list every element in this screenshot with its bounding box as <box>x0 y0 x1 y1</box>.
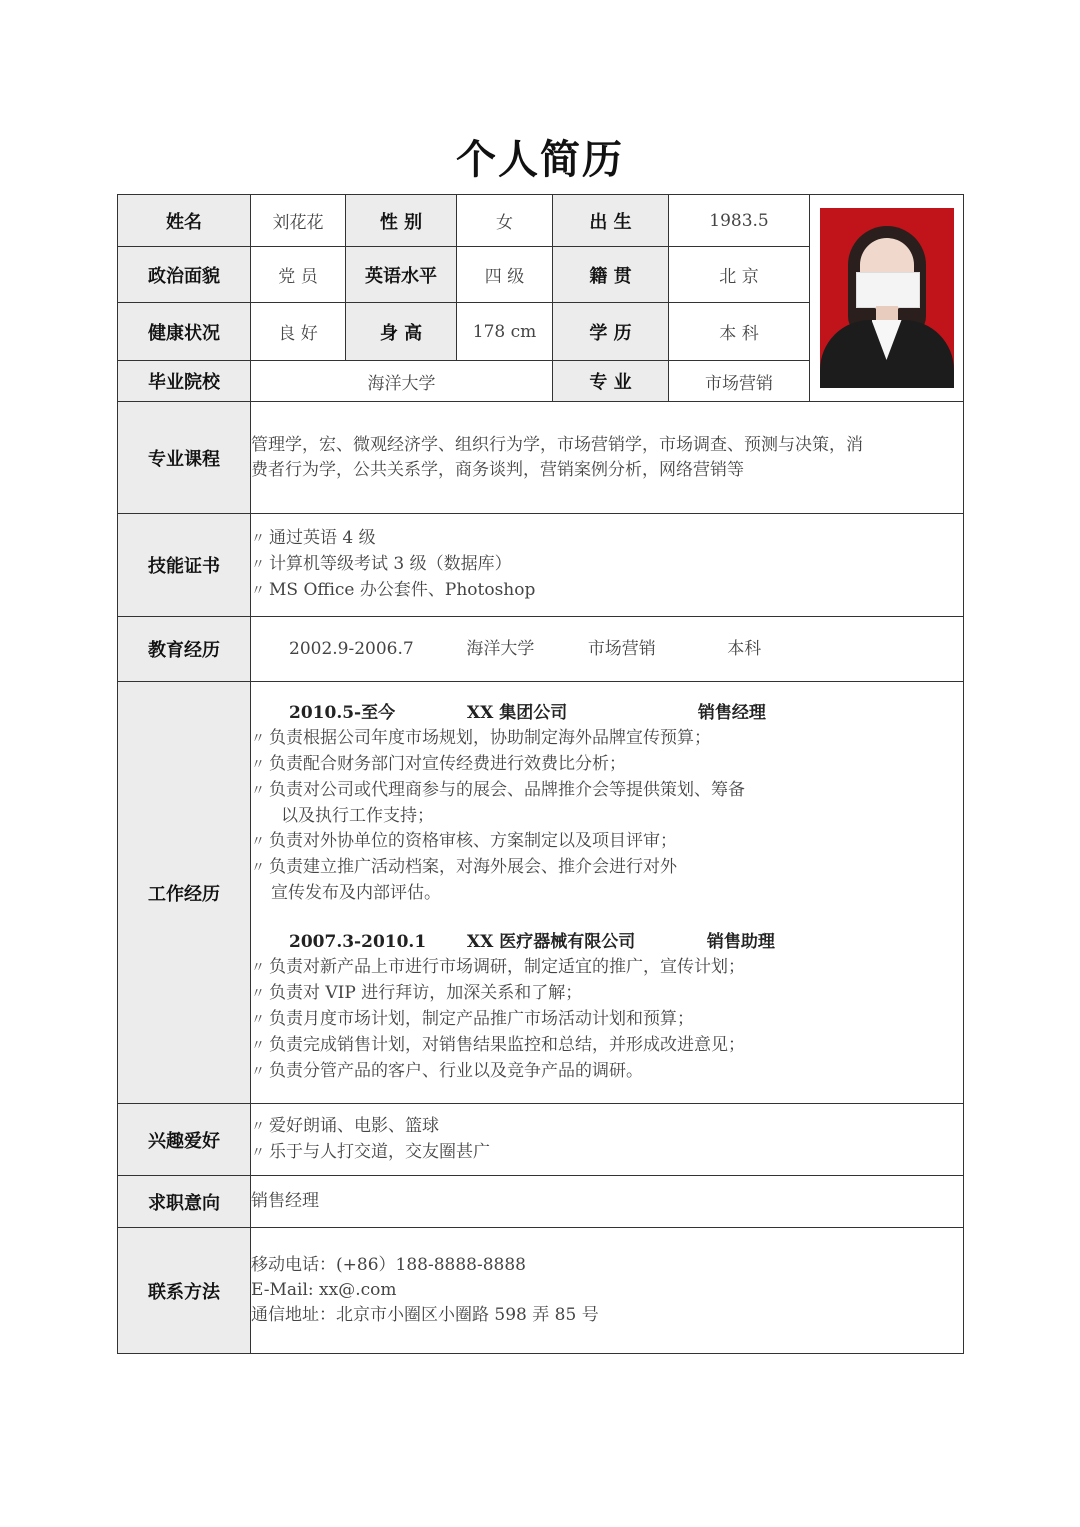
bullet-icon: 〃 <box>251 833 265 850</box>
bullet-icon: 〃 <box>251 730 265 747</box>
profile-photo <box>820 208 954 388</box>
english-label: 英语水平 <box>346 247 457 303</box>
courses-content <box>251 402 964 514</box>
courses-line-2: 费者行为学，公共关系学，商务谈判，营销案例分析，网络营销等 <box>251 459 744 480</box>
courses-line-1: 管理学，宏、微观经济学、组织行为学，市场营销学，市场调查、预测与决策，消 <box>251 434 863 455</box>
bullet-icon: 〃 <box>251 782 265 799</box>
job-line: 〃 负责建立推广活动档案，对海外展会、推介会进行对外 <box>251 856 677 877</box>
work-content <box>251 682 964 1104</box>
job-header: 2010.5-至今 XX 集团公司 销售经理 <box>289 702 766 723</box>
birth-label: 出 生 <box>553 195 669 247</box>
degree-value: 本 科 <box>669 303 810 361</box>
job-line: 〃 负责月度市场计划，制定产品推广市场活动计划和预算； <box>251 1008 694 1029</box>
gender-value: 女 <box>457 195 553 247</box>
major-label: 专 业 <box>553 361 669 402</box>
bullet-icon: 〃 <box>251 1011 265 1028</box>
work-label: 工作经历 <box>118 682 251 1104</box>
contact-content <box>251 1228 964 1354</box>
bullet-icon: 〃 <box>251 531 265 547</box>
job-line: 〃 负责对新产品上市进行市场调研，制定适宜的推广，宣传计划； <box>251 956 745 977</box>
hobby-item: 〃 乐于与人打交道，交友圈甚广 <box>251 1141 490 1162</box>
job-line: 宣传发布及内部评估。 <box>271 882 441 903</box>
skills-label: 技能证书 <box>118 514 251 617</box>
major-value: 市场营销 <box>669 361 810 402</box>
bullet-icon: 〃 <box>251 1063 265 1080</box>
job-line: 〃 负责对外协单位的资格审核、方案制定以及项目评审； <box>251 830 677 851</box>
bullet-icon: 〃 <box>251 583 265 599</box>
contact-address: 通信地址：北京市小圈区小圈路 598 弄 85 号 <box>251 1305 599 1325</box>
hobby-label: 兴趣爱好 <box>118 1104 251 1176</box>
courses-label: 专业课程 <box>118 402 251 514</box>
job-header: 2007.3-2010.1 XX 医疗器械有限公司 销售助理 <box>289 931 775 952</box>
health-value: 良 好 <box>251 303 346 361</box>
contact-label: 联系方法 <box>118 1228 251 1354</box>
height-value: 178 cm <box>457 303 553 361</box>
job-line: 〃 负责对公司或代理商参与的展会、品牌推介会等提供策划、筹备 <box>251 779 745 800</box>
birth-value: 1983.5 <box>669 195 810 247</box>
education-degree: 本科 <box>727 638 762 659</box>
bullet-icon: 〃 <box>251 859 265 876</box>
hobby-content <box>251 1104 964 1176</box>
skill-item: 〃 MS Office 办公套件、Photoshop <box>251 580 536 600</box>
education-major: 市场营销 <box>587 638 656 659</box>
resume-table <box>117 194 964 1354</box>
bullet-icon: 〃 <box>251 557 265 573</box>
bullet-icon: 〃 <box>251 1118 265 1135</box>
job-line: 〃 负责分管产品的客户、行业以及竞争产品的调研。 <box>251 1060 643 1081</box>
skill-item: 〃 计算机等级考试 3 级（数据库） <box>251 554 512 574</box>
page-title: 个人简历 <box>456 137 624 183</box>
education-content <box>251 617 964 682</box>
english-value: 四 级 <box>457 247 553 303</box>
bullet-icon: 〃 <box>251 1144 265 1161</box>
skills-content <box>251 514 964 617</box>
degree-label: 学 历 <box>553 303 669 361</box>
education-label: 教育经历 <box>118 617 251 682</box>
native-label: 籍 贯 <box>553 247 669 303</box>
education-period: 2002.9-2006.7 <box>289 638 414 659</box>
politics-label: 政治面貌 <box>118 247 251 303</box>
skill-item: 〃 通过英语 4 级 <box>251 528 376 548</box>
health-label: 健康状况 <box>118 303 251 361</box>
photo-cell <box>810 195 964 402</box>
school-value: 海洋大学 <box>251 361 553 402</box>
job-line: 〃 负责对 VIP 进行拜访，加深关系和了解； <box>251 982 583 1003</box>
hobby-item: 〃 爱好朗诵、电影、篮球 <box>251 1115 439 1136</box>
gender-label: 性 别 <box>346 195 457 247</box>
education-school: 海洋大学 <box>466 638 535 659</box>
bullet-icon: 〃 <box>251 756 265 773</box>
job-line: 〃 负责根据公司年度市场规划，协助制定海外品牌宣传预算； <box>251 727 711 748</box>
objective-label: 求职意向 <box>118 1176 251 1228</box>
politics-value: 党 员 <box>251 247 346 303</box>
name-value: 刘花花 <box>251 195 346 247</box>
contact-email: E-Mail: xx@.com <box>251 1280 397 1300</box>
job-line: 〃 负责完成销售计划，对销售结果监控和总结，并形成改进意见； <box>251 1034 745 1055</box>
job-line: 〃 负责配合财务部门对宣传经费进行效费比分析； <box>251 753 626 774</box>
bullet-icon: 〃 <box>251 959 265 976</box>
job-line: 以及执行工作支持； <box>281 805 434 826</box>
bullet-icon: 〃 <box>251 985 265 1002</box>
name-label: 姓名 <box>118 195 251 247</box>
school-label: 毕业院校 <box>118 361 251 402</box>
objective-value: 销售经理 <box>251 1176 964 1228</box>
bullet-icon: 〃 <box>251 1037 265 1054</box>
native-value: 北 京 <box>669 247 810 303</box>
contact-phone: 移动电话：(+86）188-8888-8888 <box>251 1255 526 1275</box>
height-label: 身 高 <box>346 303 457 361</box>
